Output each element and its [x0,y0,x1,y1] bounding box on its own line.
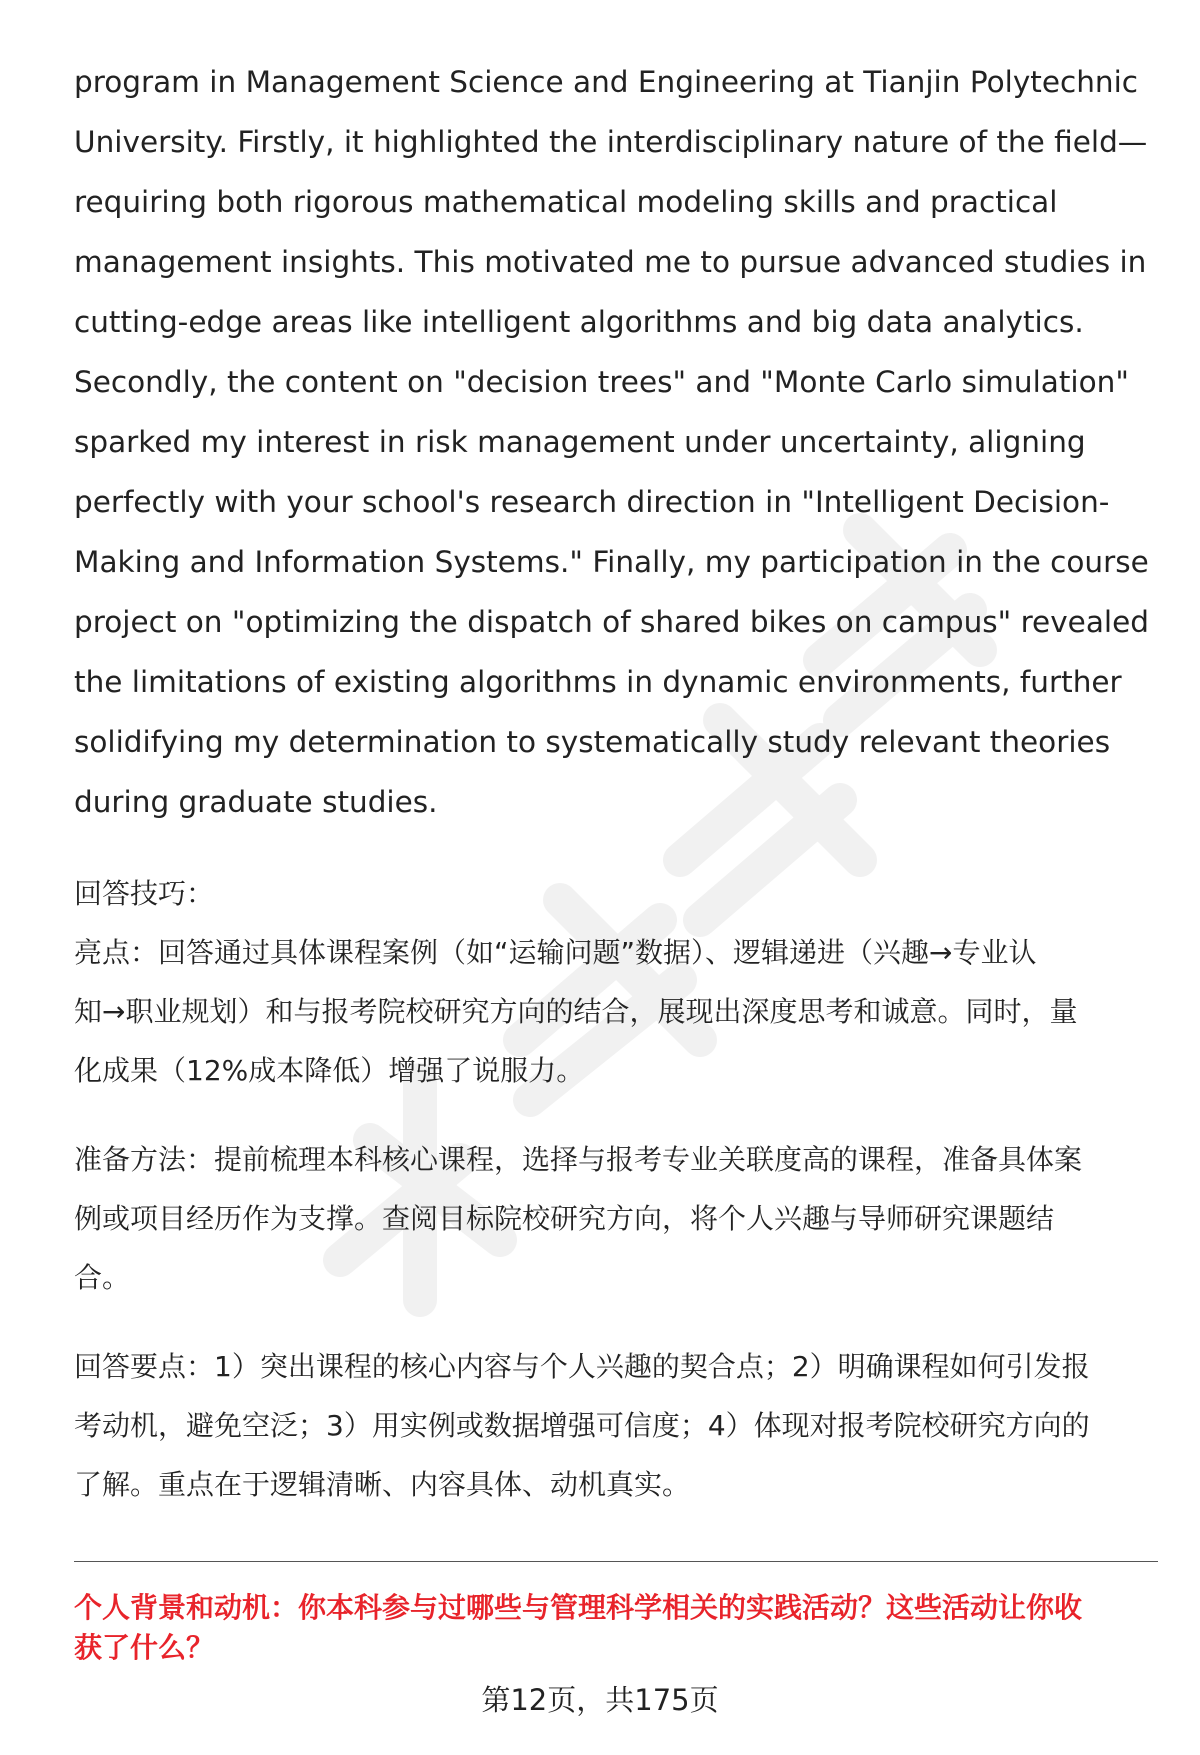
page-number-footer: 第12页，共175页 [481,1683,719,1717]
paragraph-line: Secondly, the content on "decision trees" and "Monte Carlo simulation" [74,365,1129,399]
preparation-line: 合。 [74,1261,131,1294]
highlights-line: 化成果（12%成本降低）增强了说服力。 [74,1054,585,1087]
key-points-line: 回答要点：1）突出课程的核心内容与个人兴趣的契合点；2）明确课程如何引发报 [74,1350,1090,1383]
paragraph-line: program in Management Science and Engineering at Tianjin Polytechnic [74,65,1139,99]
paragraph-line: during graduate studies. [74,785,438,819]
preparation-section [74,1130,1158,1307]
preparation-line: 准备方法：提前梳理本科核心课程，选择与报考专业关联度高的课程，准备具体案 [74,1143,1083,1176]
paragraph-line: sparked my interest in risk management under uncertainty, aligning [74,425,1086,459]
section-divider [74,1561,1158,1562]
question-line: 获了什么？ [74,1631,215,1664]
tips-section [74,864,1158,1100]
question-line: 个人背景和动机：你本科参与过哪些与管理科学相关的实践活动？这些活动让你收 [74,1591,1083,1624]
key-points-section [74,1337,1158,1514]
next-question-heading [74,1588,1164,1668]
key-points-line: 考动机，避免空泛；3）用实例或数据增强可信度；4）体现对报考院校研究方向的 [74,1409,1090,1442]
highlights-line: 亮点：回答通过具体课程案例（如“运输问题”数据）、逻辑递进（兴趣→专业认 [74,936,1037,969]
paragraph-line: management insights. This motivated me to pursue advanced studies in [74,245,1147,279]
highlights-line: 知→职业规划）和与报考院校研究方向的结合，展现出深度思考和诚意。同时，量 [74,995,1078,1028]
tips-heading: 回答技巧： [74,877,215,910]
body-paragraph [74,52,1158,832]
preparation-line: 例或项目经历作为支撑。查阅目标院校研究方向，将个人兴趣与导师研究课题结 [74,1202,1055,1235]
paragraph-line: project on "optimizing the dispatch of shared bikes on campus" revealed [74,605,1149,639]
key-points-line: 了解。重点在于逻辑清晰、内容具体、动机真实。 [74,1468,691,1501]
document-body [74,52,1158,1514]
paragraph-line: Making and Information Systems." Finally, my participation in the course [74,545,1149,579]
paragraph-line: the limitations of existing algorithms in dynamic environments, further [74,665,1122,699]
paragraph-line: solidifying my determination to systematically study relevant theories [74,725,1111,759]
paragraph-line: perfectly with your school's research direction in "Intelligent Decision- [74,485,1110,519]
paragraph-line: University. Firstly, it highlighted the interdisciplinary nature of the field— [74,125,1148,159]
paragraph-line: requiring both rigorous mathematical modeling skills and practical [74,185,1058,219]
paragraph-line: cutting-edge areas like intelligent algorithms and big data analytics. [74,305,1084,339]
